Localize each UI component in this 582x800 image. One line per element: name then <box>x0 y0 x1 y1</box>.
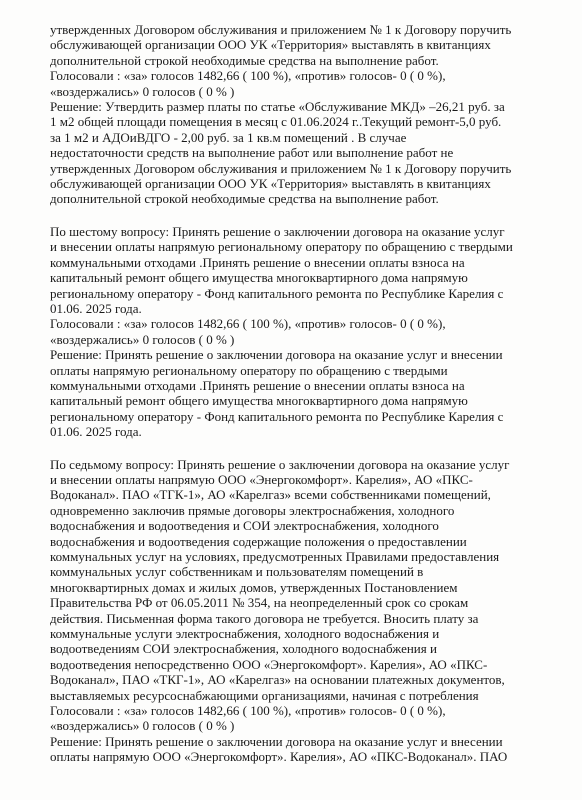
paragraph-question-5-continuation <box>50 22 542 207</box>
text-line: и внесении оплаты напрямую региональному оператору по обращению с твердыми <box>50 239 513 255</box>
text-line: за 1 м2 и АДОиВДГО - 2,00 руб. за 1 кв.м помещений . В случае <box>50 129 407 145</box>
text-line: утвержденных Договором обслуживания и приложением № 1 к Договору поручить <box>50 160 512 176</box>
text-line: коммунальные услуги электроснабжения, холодного водоснабжения и <box>50 626 440 642</box>
text-line: водоснабжения и водоотведения и СОИ электроснабжения, холодного <box>50 518 439 534</box>
text-line: утвержденных Договором обслуживания и приложением № 1 к Договору поручить <box>50 22 512 37</box>
text-line: капитальный ремонт общего имущества многоквартирного дома напрямую <box>50 393 468 409</box>
text-line: водоотведениям СОИ электроснабжения, холодного водоснабжения и <box>50 641 437 657</box>
text-line: Водоканал». ПАО «ТГК-1», АО «Карелгаз» всеми собственниками помещений, <box>50 487 491 503</box>
text-line: Правительства РФ от 06.05.2011 № 354, на неопределенный срок со срокам <box>50 595 469 611</box>
text-line: коммунальных услуг собственникам и пользователям помещений в <box>50 564 424 580</box>
text-line: действия. Письменная форма такого договора не требуется. Вносить плату за <box>50 610 479 626</box>
text-line: оплаты напрямую ООО «Энергокомфорт». Карелия», АО «ПКС-Водоканал». ПАО <box>50 749 508 765</box>
text-line: водоснабжения и водоотведения содержащие положения о предоставлении <box>50 533 467 549</box>
text-line: Голосовали : «за» голосов 1482,66 ( 100 %), «против» голосов- 0 ( 0 %), <box>50 703 446 719</box>
text-line: недостаточности средств на выполнение работ или выполнение работ не <box>50 145 454 161</box>
paragraph-question-7 <box>50 457 542 765</box>
text-line: По седьмому вопросу: Принять решение о заключении договора на оказание услуг <box>50 456 510 472</box>
paragraph-spacer <box>50 440 542 457</box>
text-line: коммунальными отходами .Принять решение о внесении оплаты взноса на <box>50 254 465 270</box>
text-line: выставляемых ресурсоснабжающими организациями, начиная с потребления <box>50 687 479 703</box>
text-line: По шестому вопросу: Принять решение о заключении договора на оказание услуг <box>50 223 505 239</box>
text-line: Решение: Принять решение о заключении договора на оказание услуг и внесении <box>50 347 503 363</box>
text-line: дополнительной строкой необходимые средства на выполнение работ. <box>50 191 439 207</box>
paragraph-spacer <box>50 207 542 224</box>
text-line: «воздержались» 0 голосов ( 0 % ) <box>50 331 235 347</box>
text-line: и внесении оплаты напрямую ООО «Энергокомфорт». Карелия», АО «ПКС- <box>50 471 473 487</box>
text-line: «воздержались» 0 голосов ( 0 % ) <box>50 83 235 99</box>
text-line: оплаты напрямую региональному оператору по обращению с твердыми <box>50 362 448 378</box>
text-line: коммунальных услуг на условиях, предусмотренных Правилами предоставления <box>50 549 500 564</box>
text-line: капитальный ремонт общего имущества многоквартирного дома напрямую <box>50 270 468 286</box>
text-line: обслуживающей организации ООО УК «Территория» выставлять в квитанциях <box>50 176 491 192</box>
text-line: коммунальными отходами .Принять решение о внесении оплаты взноса на <box>50 377 465 393</box>
text-line: 01.06. 2025 года. <box>50 424 142 440</box>
text-line: региональному оператору - Фонд капитального ремонта по Республике Карелия с <box>50 408 504 424</box>
text-line: 1 м2 общей площади помещения в месяц с 01.06.2024 г..Текущий ремонт-5,0 руб. <box>50 114 502 130</box>
text-line: Голосовали : «за» голосов 1482,66 ( 100 %), «против» голосов- 0 ( 0 %), <box>50 316 446 332</box>
text-line: многоквартирных домах и жилых домов, утвержденных Постановлением <box>50 579 458 595</box>
text-line: дополнительной строкой необходимые средства на выполнение работ. <box>50 52 439 68</box>
text-line: Решение: Утвердить размер платы по статье «Обслуживание МКД» –26,21 руб. за <box>50 99 505 115</box>
paragraph-question-6 <box>50 224 542 440</box>
text-line: региональному оператору - Фонд капитального ремонта по Республике Карелия с <box>50 285 504 301</box>
text-line: одновременно заключив прямые договоры электроснабжения, холодного <box>50 502 455 518</box>
text-line: водоотведения непосредственно ООО «Энергокомфорт». Карелия», АО «ПКС- <box>50 656 488 672</box>
text-line: 01.06. 2025 года. <box>50 300 142 316</box>
text-line: Водоканал», ПАО «ТКГ-1», АО «Карелгаз» на основании платежных документов, <box>50 672 505 688</box>
text-line: Голосовали : «за» голосов 1482,66 ( 100 %), «против» голосов- 0 ( 0 %), <box>50 68 446 84</box>
text-line: обслуживающей организации ООО УК «Территория» выставлять в квитанциях <box>50 37 491 53</box>
text-line: Решение: Принять решение о заключении договора на оказание услуг и внесении <box>50 733 503 749</box>
text-line: «воздержались» 0 голосов ( 0 % ) <box>50 718 235 734</box>
